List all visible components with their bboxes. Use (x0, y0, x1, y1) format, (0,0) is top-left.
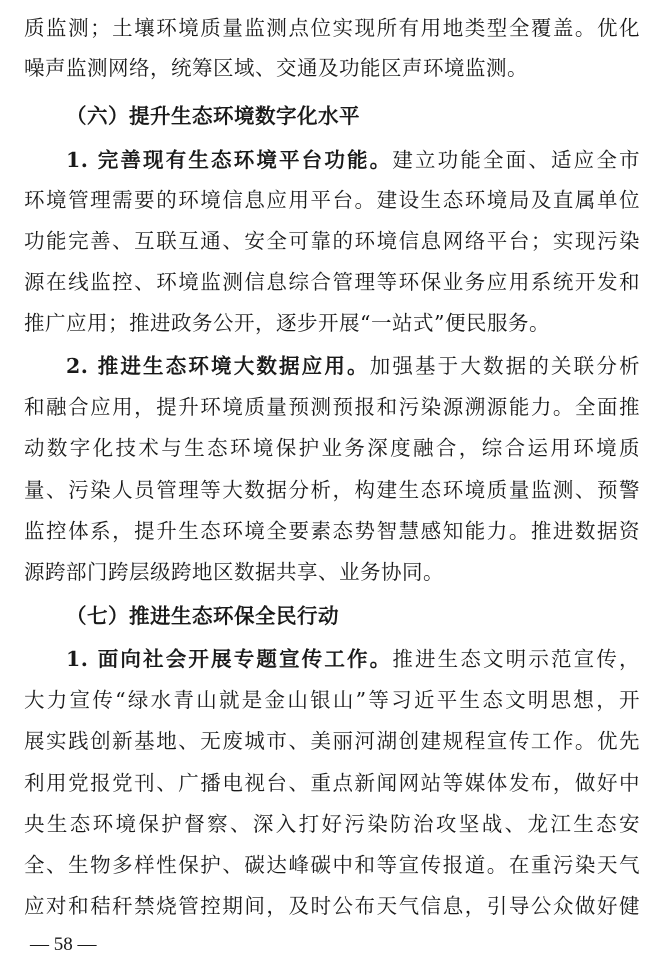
paragraph-line: 央生态环境保护督察、深入打好污染防治攻坚战、龙江生态安 (24, 812, 640, 836)
paragraph-line: 质监测；土壤环境质量监测点位实现所有用地类型全覆盖。优化 (24, 16, 640, 40)
paragraph-line: 大力宣传“绿水青山就是金山银山”等习近平生态文明思想，开 (24, 688, 640, 712)
paragraph-line: 量、污染人员管理等大数据分析，构建生态环境质量监测、预警 (24, 478, 640, 502)
paragraph-line: 和融合应用，提升环境质量预测预报和污染源溯源能力。全面推 (24, 395, 640, 419)
paragraph-line: 利用党报党刊、广播电视台、重点新闻网站等媒体发布，做好中 (24, 771, 640, 795)
item-title: 1. 完善现有生态环境平台功能。 (66, 148, 393, 172)
paragraph-line: 展实践创新基地、无废城市、美丽河湖创建规程宣传工作。优先 (24, 729, 640, 753)
paragraph-line: 监控体系，提升生态环境全要素态势智慧感知能力。推进数据资 (24, 519, 640, 543)
paragraph-line: 2. 推进生态环境大数据应用。加强基于大数据的关联分析 (66, 354, 640, 378)
paragraph-line: 全、生物多样性保护、碳达峰碳中和等宣传报道。在重污染天气 (24, 853, 640, 877)
paragraph-line: 环境管理需要的环境信息应用平台。建设生态环境局及直属单位 (24, 188, 640, 212)
paragraph-line: 功能完善、互联互通、安全可靠的环境信息网络平台；实现污染 (24, 229, 640, 253)
paragraph-line: 噪声监测网络，统筹区域、交通及功能区声环境监测。 (24, 56, 528, 80)
paragraph-line: 1. 完善现有生态环境平台功能。建立功能全面、适应全市 (66, 148, 640, 172)
paragraph-line: 应对和秸秆禁烧管控期间，及时公布天气信息，引导公众做好健 (24, 894, 640, 918)
paragraph-line: 动数字化技术与生态环境保护业务深度融合，综合运用环境质 (24, 436, 640, 460)
item-title: 1. 面向社会开展专题宣传工作。 (66, 647, 393, 671)
section-heading: （七）推进生态环保全民行动 (66, 604, 339, 628)
paragraph-line: 源在线监控、环境监测信息综合管理等环保业务应用系统开发和 (24, 270, 640, 294)
item-title: 2. 推进生态环境大数据应用。 (66, 354, 370, 378)
paragraph-line: 推广应用；推进政务公开，逐步开展“一站式”便民服务。 (24, 311, 550, 335)
section-heading: （六）提升生态环境数字化水平 (66, 104, 360, 128)
page-number: — 58 — (30, 934, 97, 955)
paragraph-line: 源跨部门跨层级跨地区数据共享、业务协同。 (24, 560, 444, 584)
paragraph-line: 1. 面向社会开展专题宣传工作。推进生态文明示范宣传， (66, 647, 640, 671)
